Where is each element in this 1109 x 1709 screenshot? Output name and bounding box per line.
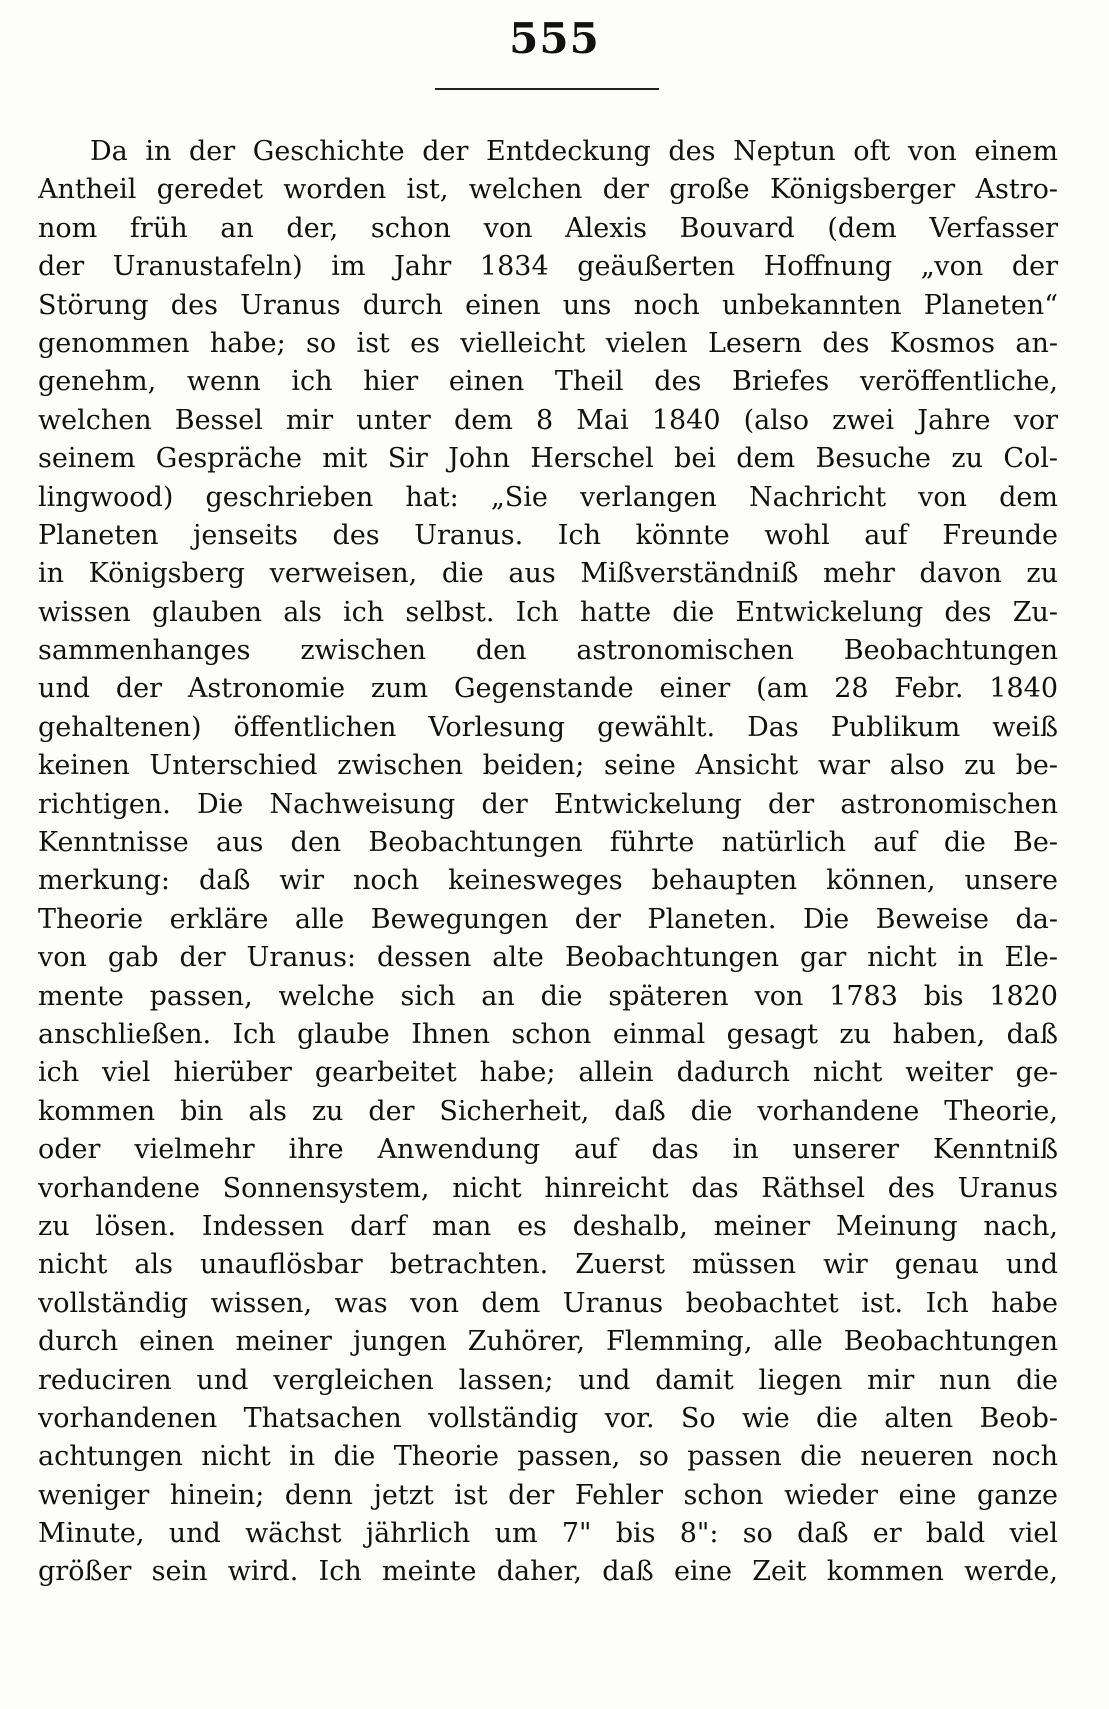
text-line: Da in der Geschichte der Entdeckung des Neptun oft von einem (90, 136, 1058, 167)
text-line: weniger hinein; denn jetzt ist der Fehler schon wieder eine ganze (38, 1479, 1058, 1511)
page-number: 555 (509, 14, 600, 63)
text-line: merkung: daß wir noch keinesweges behaupten können, unsere (38, 865, 1058, 897)
text-line: der Uranustafeln) im Jahr 1834 geäußerten Hoffnung „von der (38, 251, 1058, 283)
text-line: nom früh an der, schon von Alexis Bouvard (dem Verfasser (38, 212, 1058, 244)
text-line: Antheil geredet worden ist, welchen der große Königsberger Astro- (38, 174, 1058, 206)
text-line: kommen bin als zu der Sicherheit, daß die vorhandene Theorie, (38, 1095, 1058, 1127)
text-line: zu lösen. Indessen darf man es deshalb, meiner Meinung nach, (38, 1210, 1058, 1242)
text-line: mente passen, welche sich an die späteren von 1783 bis 1820 (38, 980, 1058, 1012)
header-rule (435, 88, 659, 90)
text-line: sammenhanges zwischen den astronomischen Beobachtungen (38, 635, 1058, 667)
text-line: größer sein wird. Ich meinte daher, daß eine Zeit kommen werde, (38, 1556, 1058, 1588)
text-line: Störung des Uranus durch einen uns noch unbekannten Planeten“ (38, 289, 1058, 321)
text-line: ich viel hierüber gearbeitet habe; allein dadurch nicht weiter ge- (38, 1057, 1058, 1089)
text-line: keinen Unterschied zwischen beiden; seine Ansicht war also zu be- (38, 750, 1058, 782)
text-line: in Königsberg verweisen, die aus Mißverständniß mehr davon zu (38, 558, 1058, 590)
text-line: reduciren und vergleichen lassen; und damit liegen mir nun die (38, 1364, 1058, 1396)
text-line: Kenntnisse aus den Beobachtungen führte natürlich auf die Be- (38, 827, 1058, 859)
text-line: Planeten jenseits des Uranus. Ich könnte wohl auf Freunde (38, 519, 1058, 551)
text-line: welchen Bessel mir unter dem 8 Mai 1840 (also zwei Jahre vor (38, 404, 1058, 436)
text-line: seinem Gespräche mit Sir John Herschel bei dem Besuche zu Col- (38, 443, 1058, 475)
text-line: wissen glauben als ich selbst. Ich hatte die Entwickelung des Zu- (38, 596, 1058, 628)
text-line: Minute, und wächst jährlich um 7" bis 8": so daß er bald viel (38, 1518, 1058, 1550)
text-line: Theorie erkläre alle Bewegungen der Planeten. Die Beweise da- (38, 903, 1058, 935)
text-line: gehaltenen) öffentlichen Vorlesung gewählt. Das Publikum weiß (38, 711, 1058, 743)
text-line: richtigen. Die Nachweisung der Entwickelung der astronomischen (38, 788, 1058, 820)
text-line: vorhandenen Thatsachen vollständig vor. So wie die alten Beob- (38, 1402, 1058, 1434)
text-line: genommen habe; so ist es vielleicht vielen Lesern des Kosmos an- (38, 327, 1058, 359)
text-line: anschließen. Ich glaube Ihnen schon einmal gesagt zu haben, daß (38, 1018, 1058, 1050)
text-line: genehm, wenn ich hier einen Theil des Briefes veröffentliche, (38, 366, 1058, 398)
body-text (38, 133, 1058, 1592)
text-line: von gab der Uranus: dessen alte Beobachtungen gar nicht in Ele- (38, 942, 1058, 974)
text-line: achtungen nicht in die Theorie passen, so passen die neueren noch (38, 1441, 1058, 1473)
text-line: vollständig wissen, was von dem Uranus beobachtet ist. Ich habe (38, 1287, 1058, 1319)
text-line: und der Astronomie zum Gegenstande einer (am 28 Febr. 1840 (38, 673, 1058, 705)
text-line: nicht als unauflösbar betrachten. Zuerst müssen wir genau und (38, 1249, 1058, 1281)
text-line: oder vielmehr ihre Anwendung auf das in unserer Kenntniß (38, 1134, 1058, 1166)
text-line: lingwood) geschrieben hat: „Sie verlangen Nachricht von dem (38, 481, 1058, 513)
text-line: vorhandene Sonnensystem, nicht hinreicht das Räthsel des Uranus (38, 1172, 1058, 1204)
text-line: durch einen meiner jungen Zuhörer, Flemming, alle Beobachtungen (38, 1326, 1058, 1358)
